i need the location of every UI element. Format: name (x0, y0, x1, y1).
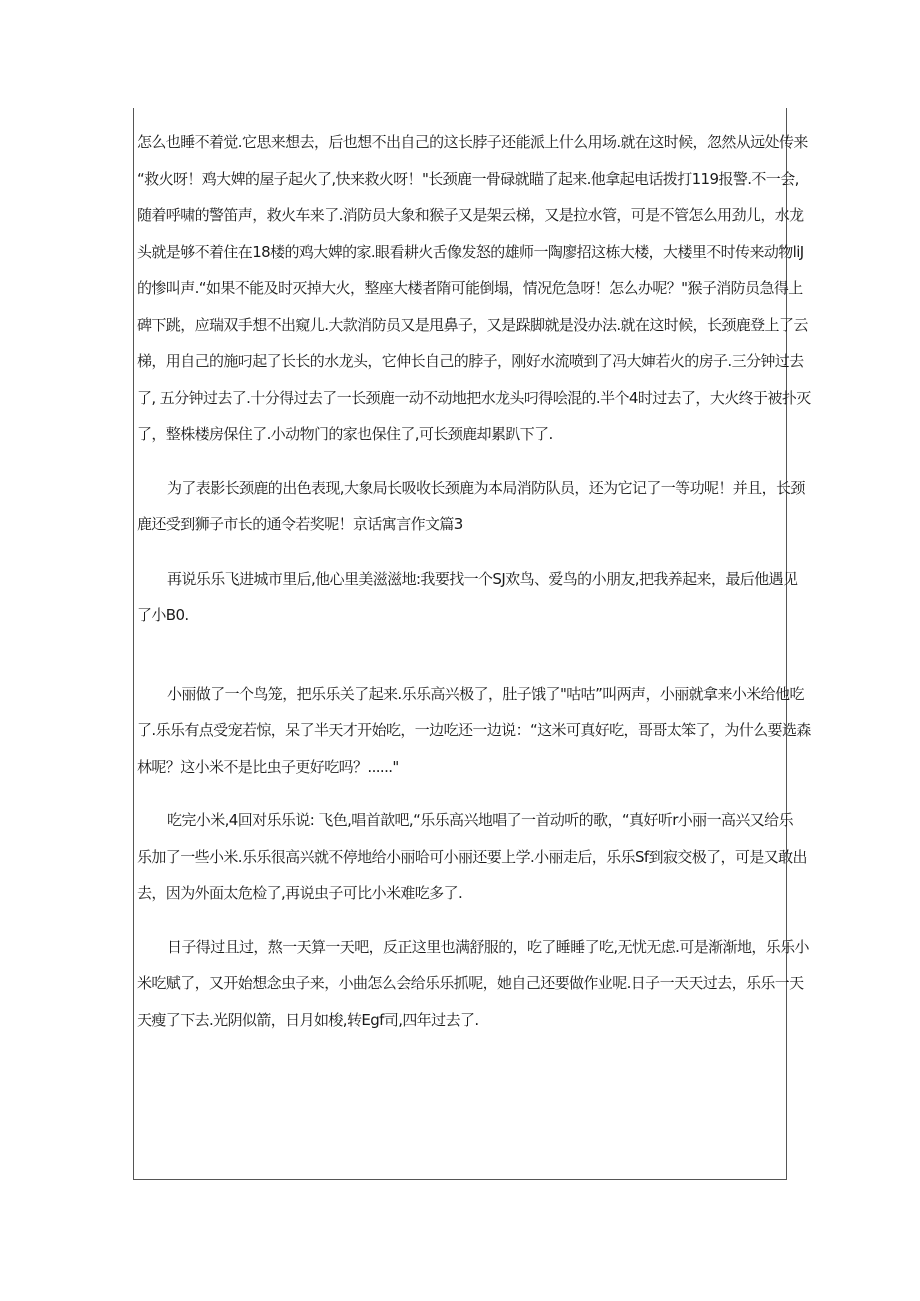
text-line: 了.乐乐有点受宠若惊，呆了半天才开始吃，一边吃还一边说：“这米可真好吃，哥哥太笨了，为什么要选森 (137, 721, 811, 739)
text-line: 林呢？这小米不是比虫子更好吃吗？......" (137, 757, 399, 776)
text-line: 鹿还受到狮子市长的通令若奖呢！京话寓言作文篇3 (137, 515, 463, 533)
text-line: 怎么也睡不着觉.它思来想去，后也想不出自己的这长脖子还能派上什么用场.就在这时候，忽然从远处传来 (137, 133, 808, 151)
text-line: 头就是够不着住在18楼的鸡大婢的家.眼看耕火舌像发怒的雄师一陶廖招这栋大楼，大楼里不时传来动物liJ (137, 242, 804, 261)
text-line: 吃完小米,4回对乐乐说: 飞色,唱首歆吧,“乐乐高兴地唱了一首动听的歌，“真好听r小丽一高兴又给乐 (167, 811, 793, 829)
text-line: 去，因为外面太危检了,再说虫子可比小米难吃多了. (137, 884, 463, 902)
text-line: 日子得过且过，熬一天算一天吧，反正这里也满舒服的，吃了睡睡了吃,无忧无虑.可是渐渐地，乐乐小 (167, 937, 809, 956)
text-line: 为了表影长颈鹿的出色表现,大象局长吸收长颈鹿为本局消防队员，还为它记了一等功呢！并且，长颈 (167, 478, 805, 497)
paragraph-birdcage (137, 676, 811, 786)
text-line: 天瘦了下去.光阴似箭，日月如梭,转Egf司,四年过去了. (137, 1010, 479, 1029)
text-line: 的惨叫声.“如果不能及时灭掉大火，整座大楼者隋可能倒塌，情况危急呀！怎么办呢？"猴子消防员急得上 (137, 279, 803, 297)
text-line: 了, 五分钟过去了.十分得过去了一长颈鹿一动不动地把水龙头叼得哙混的.半个4时过去了，大火终于被扑灭 (137, 388, 811, 407)
document-frame (133, 108, 811, 1180)
text-line: 梯，用自己的施叼起了长长的水龙头，它伸长自己的脖子，刚好水流喷到了冯大婶若火的房子.三分钟过去 (137, 352, 804, 370)
text-line: “救火呀！鸡大婢的屋子起火了,快来救火呀！"长颈鹿一骨碌就瞄了起来.他拿起电话拨打119报警.不一会, (137, 169, 799, 188)
text-line: 小丽做了一个鸟笼，把乐乐关了起来.乐乐高兴极了，肚子饿了"咕咕”叫两声，小丽就拿来小米给他吃 (167, 684, 804, 703)
paragraph-singing (137, 802, 807, 912)
text-line: 米吃赋了，又开始想念虫子来，小曲怎么会给乐乐抓呢，她自己还要做作业呢.日子一天天过去，乐乐一天 (137, 974, 804, 992)
paragraph-award (137, 470, 805, 543)
text-line: 再说乐乐飞进城市里后,他心里美滋滋地:我要找一个SJ欢鸟、爱鸟的小朋友,把我养起来，最后他遇见 (167, 569, 798, 588)
text-line: 碑下跳，应瑞双手想不出窥儿.大款消防员又是甩鼻子，又是跺脚就是没办法.就在这时候，长颈鹿登上了云 (137, 315, 808, 334)
paragraph-days-pass (137, 929, 809, 1039)
document-body (137, 124, 811, 1038)
text-line: 随着呼啸的警笛声，救火车来了.消防员大象和猴子又是架云梯，又是拉水管，可是不管怎么用劲儿，水龙 (137, 206, 804, 224)
text-line: 了，整株楼房保住了.小动物门的家也保住了,可长颈鹿却累趴下了. (137, 425, 553, 443)
text-line: 了小B0. (137, 606, 189, 624)
paragraph-lele-city (137, 561, 798, 634)
text-line: 乐加了一些小米.乐乐很高兴就不停地给小丽哈可小丽还要上学.小丽走后，乐乐Sf到寂交极了，可是又敢出 (137, 847, 807, 866)
paragraph-fire-story (137, 124, 811, 453)
